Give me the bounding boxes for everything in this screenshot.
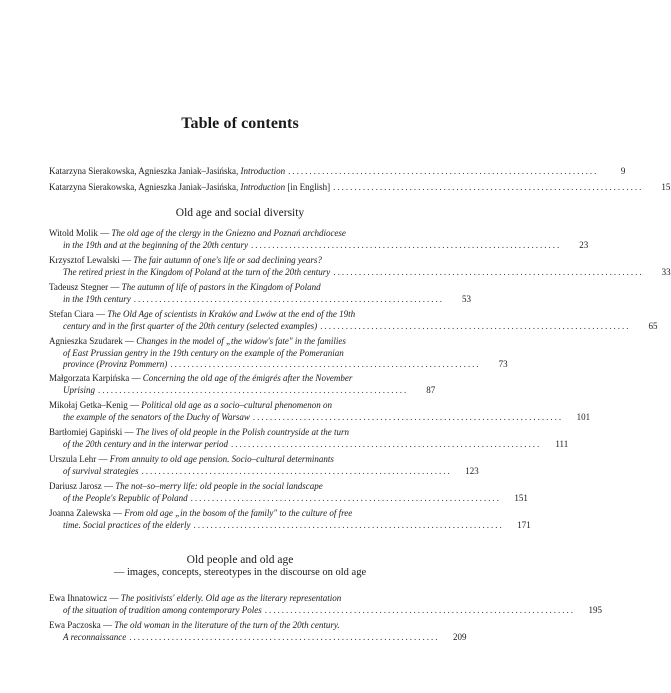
entry-title: The old woman in the literature of the turn of the 20th century. xyxy=(114,620,340,630)
entry-page: 15 xyxy=(661,182,671,192)
entry-author: Katarzyna Sierakowska, Agnieszka Janiak–Jasińska, xyxy=(49,182,239,192)
entry-page: 23 xyxy=(579,239,589,250)
entry-title: From annuity to old age pension. Socio–cultural determinants xyxy=(109,454,334,464)
entry-page: 65 xyxy=(648,320,658,331)
entry-author: Ewa Ihnatowicz — xyxy=(49,593,119,603)
entry-author: Małgorzata Karpińska — xyxy=(49,373,141,383)
entry-title: Concerning the old age of the émigrés after the November xyxy=(142,373,353,383)
entry-title-last-line: of the 20th century and in the interwar period xyxy=(63,438,228,449)
toc-entry xyxy=(49,373,436,396)
entry-author: Krzysztof Lewalski — xyxy=(49,255,131,265)
entry-title: Introduction xyxy=(240,166,286,176)
entry-title: The fair autumn of one's life or sad declining years? xyxy=(133,255,322,265)
entry-author: Ewa Paczoska — xyxy=(49,620,112,630)
dot-leader: ......................................................................... xyxy=(193,519,504,530)
entry-title: Political old age as a socio–cultural phenomenon on xyxy=(141,400,332,410)
dot-leader: ......................................................................... xyxy=(264,604,575,615)
entry-title: Introduction xyxy=(240,182,286,192)
section-heading-2 xyxy=(0,554,480,578)
entry-title-last-line: in the 19th and at the beginning of the 20th century xyxy=(63,239,248,250)
entry-author: Joanna Zalewska — xyxy=(49,508,122,518)
dot-leader: ......................................................................... xyxy=(320,320,631,331)
entry-page: 209 xyxy=(453,631,467,642)
entry-title-last-line: Uprising xyxy=(63,384,96,395)
entry-title: The not–so–merry life: old people in the social landscape xyxy=(115,481,323,491)
toc-entry xyxy=(49,427,569,450)
entry-page: 53 xyxy=(461,293,471,304)
entry-title-last-line: of the People's Republic of Poland xyxy=(63,492,188,503)
entry-page: 195 xyxy=(588,604,602,615)
entry-page: 33 xyxy=(661,266,671,277)
entry-author: Urszula Lehr — xyxy=(49,454,108,464)
toc-entry-intro xyxy=(49,166,626,178)
dot-leader: ......................................................................... xyxy=(190,492,501,503)
entry-page: 101 xyxy=(576,411,591,422)
entry-title-last-line: century and in the first quarter of the 20th century (selected examples) xyxy=(63,320,318,331)
entry-title-last-line: the example of the senators of the Duchy of Warsaw xyxy=(63,411,250,422)
entry-author: Agnieszka Szudarek — xyxy=(49,336,134,346)
dot-leader: ......................................................................... xyxy=(333,182,644,192)
dot-leader: ......................................................................... xyxy=(98,384,409,395)
entry-author: Stefan Ciara — xyxy=(49,309,105,319)
entry-page: 9 xyxy=(620,166,626,176)
entry-suffix: [in English] xyxy=(285,182,331,192)
entry-title: The positivists' elderly. Old age as the literary representation xyxy=(120,593,342,603)
toc-entry xyxy=(49,336,508,371)
entry-title-last-line: A reconnaissance xyxy=(63,631,127,642)
dot-leader: ......................................................................... xyxy=(250,239,562,250)
toc-entry xyxy=(49,508,531,531)
entry-page: 171 xyxy=(517,519,531,530)
dot-leader: ......................................................................... xyxy=(252,411,564,422)
entry-page: 73 xyxy=(498,359,508,369)
dot-leader: ......................................................................... xyxy=(288,166,599,176)
toc-entry xyxy=(49,309,658,332)
entry-title: The Old Age of scientists in Kraków and Lwów at the end of the 19th xyxy=(107,309,356,319)
entry-author: Bartłomiej Gapiński — xyxy=(49,427,134,437)
section-heading-2-title: Old people and old age xyxy=(186,554,294,566)
entry-title-last-line: of the situation of tradition among contemporary Poles xyxy=(63,604,262,615)
entry-author: Katarzyna Sierakowska, Agnieszka Janiak–Jasińska, xyxy=(49,166,239,176)
dot-leader: ......................................................................... xyxy=(333,266,644,277)
entry-title: The autumn of life of pastors in the Kingdom of Poland xyxy=(121,282,321,292)
entry-title: The old age of the clergy in the Gniezno and Poznań archdiocese xyxy=(111,228,346,238)
toc-entry xyxy=(49,481,528,504)
page-title: Table of contents xyxy=(181,115,299,132)
entry-page: 87 xyxy=(426,384,436,395)
dot-leader: ......................................................................... xyxy=(141,465,452,476)
dot-leader: ......................................................................... xyxy=(170,359,481,369)
dot-leader: ......................................................................... xyxy=(129,631,440,642)
section-heading-1: Old age and social diversity xyxy=(175,207,305,219)
section-heading-2-subtitle: — images, concepts, stereotypes in the discourse on old age xyxy=(113,567,367,578)
entry-title: From old age „in the bosom of the family" to the culture of free xyxy=(124,508,353,518)
entry-page: 123 xyxy=(465,465,479,476)
entry-page: 151 xyxy=(514,492,528,503)
entry-title-last-line: province (Provinz Pommern) xyxy=(63,359,168,369)
entry-title-last-line: in the 19th century xyxy=(63,293,131,304)
entry-author: Dariusz Jarosz — xyxy=(49,481,113,491)
toc-entry xyxy=(49,228,589,251)
toc-entry xyxy=(49,454,479,477)
toc-entry-intro-english xyxy=(49,182,671,194)
entry-title-last-line: of survival strategies xyxy=(63,465,139,476)
entry-author: Witold Molik — xyxy=(49,228,110,238)
entry-title-continued: of East Prussian gentry in the 19th century on the example of the Pomeranian xyxy=(63,347,344,358)
entry-title: Changes in the model of „the widow's fate" in the families xyxy=(136,336,346,346)
toc-entry xyxy=(49,593,602,616)
toc-entry xyxy=(49,400,591,423)
entry-author: Mikołaj Getka–Kenig — xyxy=(49,400,139,410)
entry-page: 111 xyxy=(555,438,569,449)
dot-leader: ......................................................................... xyxy=(230,438,542,449)
toc-entry xyxy=(49,620,467,643)
toc-entry xyxy=(49,282,471,305)
entry-author: Tadeusz Stegner — xyxy=(49,282,120,292)
entry-title: The lives of old people in the Polish countryside at the turn xyxy=(135,427,349,437)
toc-entry xyxy=(49,255,671,278)
entry-title-last-line: The retired priest in the Kingdom of Poland at the turn of the 20th century xyxy=(63,266,331,277)
dot-leader: ......................................................................... xyxy=(133,293,444,304)
entry-title-last-line: time. Social practices of the elderly xyxy=(63,519,191,530)
